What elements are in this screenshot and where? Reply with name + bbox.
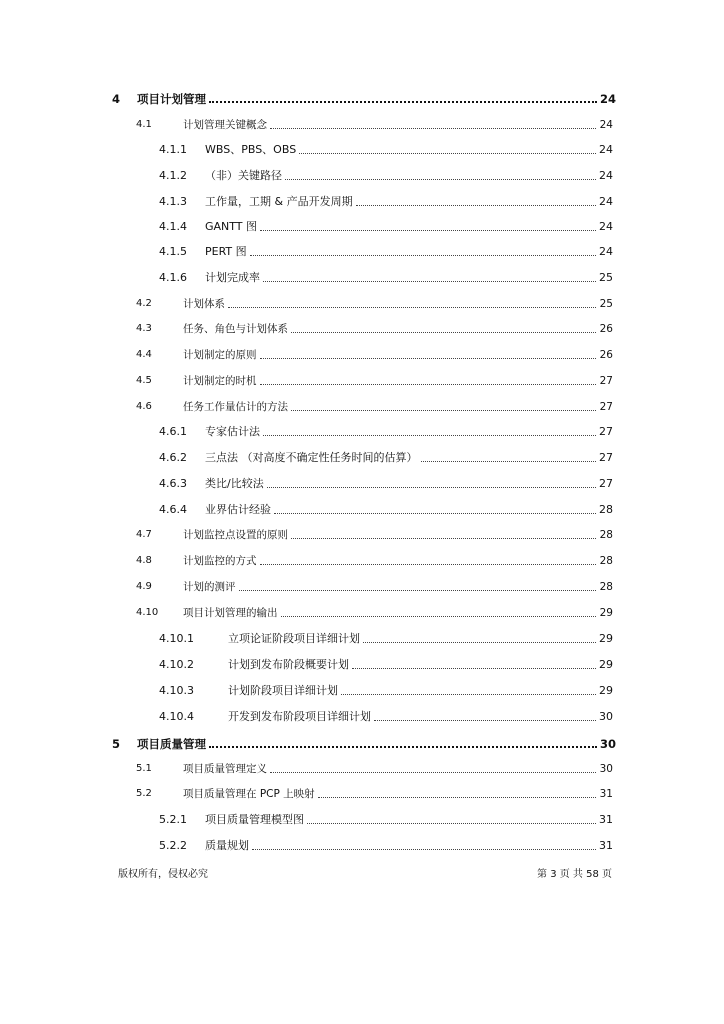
toc-entry[interactable] [159, 191, 613, 209]
dot-leader [374, 719, 596, 721]
toc-entry-title: PERT 图 [205, 245, 247, 258]
dot-leader [318, 796, 596, 798]
dot-leader [239, 589, 597, 591]
toc-entry-number: 4.10.2 [159, 658, 194, 671]
dot-leader [299, 152, 596, 154]
toc-entry[interactable] [136, 293, 613, 311]
toc-entry-title: 开发到发布阶段项目详细计划 [228, 710, 371, 723]
toc-entry-number: 4.3 [136, 323, 152, 334]
page-footer [118, 864, 612, 880]
toc-entry-number: 4.2 [136, 298, 152, 309]
toc-entry-number: 5.2 [136, 788, 152, 799]
dot-leader [260, 229, 596, 231]
toc-entry[interactable] [136, 602, 613, 620]
toc-entry-title: 类比/比较法 [205, 477, 264, 490]
toc-entry[interactable] [112, 733, 616, 751]
toc-entry[interactable] [159, 706, 613, 724]
toc-entry-number: 4.6.2 [159, 451, 187, 464]
toc-entry-title: 工作量，工期 & 产品开发周期 [205, 195, 353, 208]
toc-entry[interactable] [159, 421, 613, 439]
toc-entry-page: 24 [599, 245, 613, 258]
dot-leader [263, 280, 596, 282]
toc-entry-number: 4.1.6 [159, 271, 187, 284]
dot-leader [421, 460, 597, 462]
toc-entry-number: 4.6 [136, 401, 152, 412]
toc-entry[interactable] [136, 758, 613, 776]
toc-entry[interactable] [136, 524, 613, 542]
dot-leader [341, 693, 596, 695]
toc-entry-page: 25 [599, 271, 613, 284]
dot-leader [352, 667, 596, 669]
toc-entry-title: 任务工作量估计的方法 [183, 401, 288, 413]
toc-entry-number: 5 [112, 737, 121, 751]
toc-entry-page: 30 [599, 737, 616, 751]
toc-entry-number: 4.1.5 [159, 245, 187, 258]
toc-entry-title: 项目质量管理模型图 [205, 813, 304, 826]
toc-entry[interactable] [159, 680, 613, 698]
toc-entry-title: 任务、角色与计划体系 [183, 323, 288, 335]
toc-entry-title: 计划监控的方式 [183, 555, 257, 567]
toc-entry-page: 30 [599, 710, 613, 723]
toc-entry-number: 5.2.1 [159, 813, 187, 826]
toc-entry-page: 28 [599, 503, 613, 516]
toc-entry-page: 24 [599, 220, 613, 233]
dot-leader [281, 615, 597, 617]
toc-entry-number: 4.6.4 [159, 503, 187, 516]
toc-entry-page: 30 [599, 763, 613, 775]
toc-entry[interactable] [159, 267, 613, 285]
toc-entry-title: 项目质量管理定义 [183, 763, 267, 775]
toc-entry-title: 计划制定的原则 [183, 349, 257, 361]
toc-entry-page: 26 [599, 323, 613, 335]
dot-leader [228, 306, 596, 308]
toc-entry-title: GANTT 图 [205, 220, 258, 233]
toc-entry[interactable] [136, 318, 613, 336]
toc-entry-number: 4.9 [136, 581, 152, 592]
dot-leader [291, 331, 596, 333]
toc-entry-page: 27 [599, 477, 613, 490]
toc-entry-number: 4.6.1 [159, 425, 187, 438]
toc-entry-page: 31 [599, 788, 613, 800]
toc-entry-page: 29 [599, 607, 613, 619]
toc-entry-title: WBS、PBS、OBS [205, 143, 297, 156]
toc-entry-title: 计划完成率 [205, 271, 260, 284]
toc-entry-page: 27 [599, 375, 613, 387]
toc-entry[interactable] [159, 473, 613, 491]
dot-leader [363, 641, 596, 643]
toc-entry[interactable] [159, 165, 613, 183]
dot-leader [291, 409, 596, 411]
toc-entry-title: 计划体系 [183, 298, 225, 310]
toc-entry-title: 计划阶段项目详细计划 [228, 684, 338, 697]
toc-entry-title: 业界估计经验 [205, 503, 271, 516]
toc-entry-title: 项目质量管理 [137, 737, 206, 751]
dot-leader [267, 486, 596, 488]
toc-entry[interactable] [136, 344, 613, 362]
toc-entry[interactable] [136, 370, 613, 388]
toc-entry-number: 5.1 [136, 763, 152, 774]
dot-leader [274, 512, 596, 514]
dot-leader [260, 563, 597, 565]
toc-entry-page: 25 [599, 298, 613, 310]
toc-entry-title: 计划的测评 [183, 581, 236, 593]
toc-entry[interactable] [159, 499, 613, 517]
dot-leader [209, 100, 597, 103]
toc-entry-title: 项目计划管理的输出 [183, 607, 278, 619]
toc-entry-number: 4.10.1 [159, 632, 194, 645]
toc-entry-number: 4.1.4 [159, 220, 187, 233]
dot-leader [260, 383, 597, 385]
toc-entry-page: 24 [599, 119, 613, 131]
toc-entry-number: 4.5 [136, 375, 152, 386]
toc-entry-title: 计划管理关键概念 [183, 119, 267, 131]
toc-entry[interactable] [159, 447, 613, 465]
toc-entry-title: 专家估计法 [205, 425, 260, 438]
toc-entry-title: 项目质量管理在 PCP 上映射 [183, 788, 315, 800]
toc-entry[interactable] [136, 576, 613, 594]
toc-entry[interactable] [159, 216, 613, 234]
toc-entry-page: 28 [599, 581, 613, 593]
toc-entry-number: 4.10.3 [159, 684, 194, 697]
toc-entry-number: 5.2.2 [159, 839, 187, 852]
toc-entry-title: 项目计划管理 [137, 92, 206, 106]
copyright-notice: 版权所有，侵权必究 [118, 868, 208, 880]
toc-entry[interactable] [136, 550, 613, 568]
toc-entry-number: 4.4 [136, 349, 152, 360]
toc-entry[interactable] [159, 654, 613, 672]
toc-entry-title: 三点法 （对高度不确定性任务时间的估算） [205, 451, 418, 464]
toc-entry-page: 28 [599, 555, 613, 567]
toc-entry-number: 4.1.2 [159, 169, 187, 182]
toc-entry-number: 4.1 [136, 119, 152, 130]
toc-entry[interactable] [159, 241, 613, 259]
toc-entry-page: 29 [599, 632, 613, 645]
dot-leader [270, 127, 596, 129]
dot-leader [285, 178, 596, 180]
toc-entry-title: 立项论证阶段项目详细计划 [228, 632, 360, 645]
toc-entry-page: 31 [599, 839, 613, 852]
toc-entry-page: 28 [599, 529, 613, 541]
toc-entry[interactable] [112, 88, 616, 106]
dot-leader [291, 537, 596, 539]
dot-leader [250, 254, 596, 256]
toc-entry-number: 4.8 [136, 555, 152, 566]
toc-entry-number: 4.6.3 [159, 477, 187, 490]
toc-entry-title: 计划制定的时机 [183, 375, 257, 387]
toc-entry[interactable] [159, 809, 613, 827]
toc-entry-title: 计划监控点设置的原则 [183, 529, 288, 541]
dot-leader [307, 822, 596, 824]
dot-leader [356, 204, 596, 206]
toc-entry-page: 29 [599, 684, 613, 697]
toc-entry-title: 质量规划 [205, 839, 249, 852]
dot-leader [209, 745, 597, 748]
toc-entry-page: 24 [599, 92, 616, 106]
toc-entry[interactable] [159, 628, 613, 646]
toc-entry-page: 24 [599, 143, 613, 156]
toc-entry-page: 27 [599, 401, 613, 413]
toc-entry[interactable] [159, 139, 613, 157]
dot-leader [263, 434, 596, 436]
dot-leader [260, 357, 597, 359]
toc-entry-number: 4.1.3 [159, 195, 187, 208]
toc-entry-page: 27 [599, 451, 613, 464]
toc-entry[interactable] [159, 835, 613, 853]
toc-entry[interactable] [136, 396, 613, 414]
toc-entry-title: （非）关键路径 [205, 169, 282, 182]
toc-entry-page: 31 [599, 813, 613, 826]
toc-entry-title: 计划到发布阶段概要计划 [228, 658, 349, 671]
toc-entry-number: 4.10.4 [159, 710, 194, 723]
dot-leader [252, 848, 596, 850]
toc-entry-page: 24 [599, 195, 613, 208]
toc-entry-page: 29 [599, 658, 613, 671]
toc-entry[interactable] [136, 783, 613, 801]
toc-entry-number: 4.7 [136, 529, 152, 540]
page-number: 第 3 页 共 58 页 [537, 868, 612, 880]
toc-entry-number: 4 [112, 92, 121, 106]
dot-leader [270, 771, 596, 773]
toc-entry-page: 26 [599, 349, 613, 361]
toc-entry[interactable] [136, 114, 613, 132]
toc-entry-page: 27 [599, 425, 613, 438]
toc-entry-page: 24 [599, 169, 613, 182]
toc-entry-number: 4.10 [136, 607, 159, 618]
toc-entry-number: 4.1.1 [159, 143, 187, 156]
